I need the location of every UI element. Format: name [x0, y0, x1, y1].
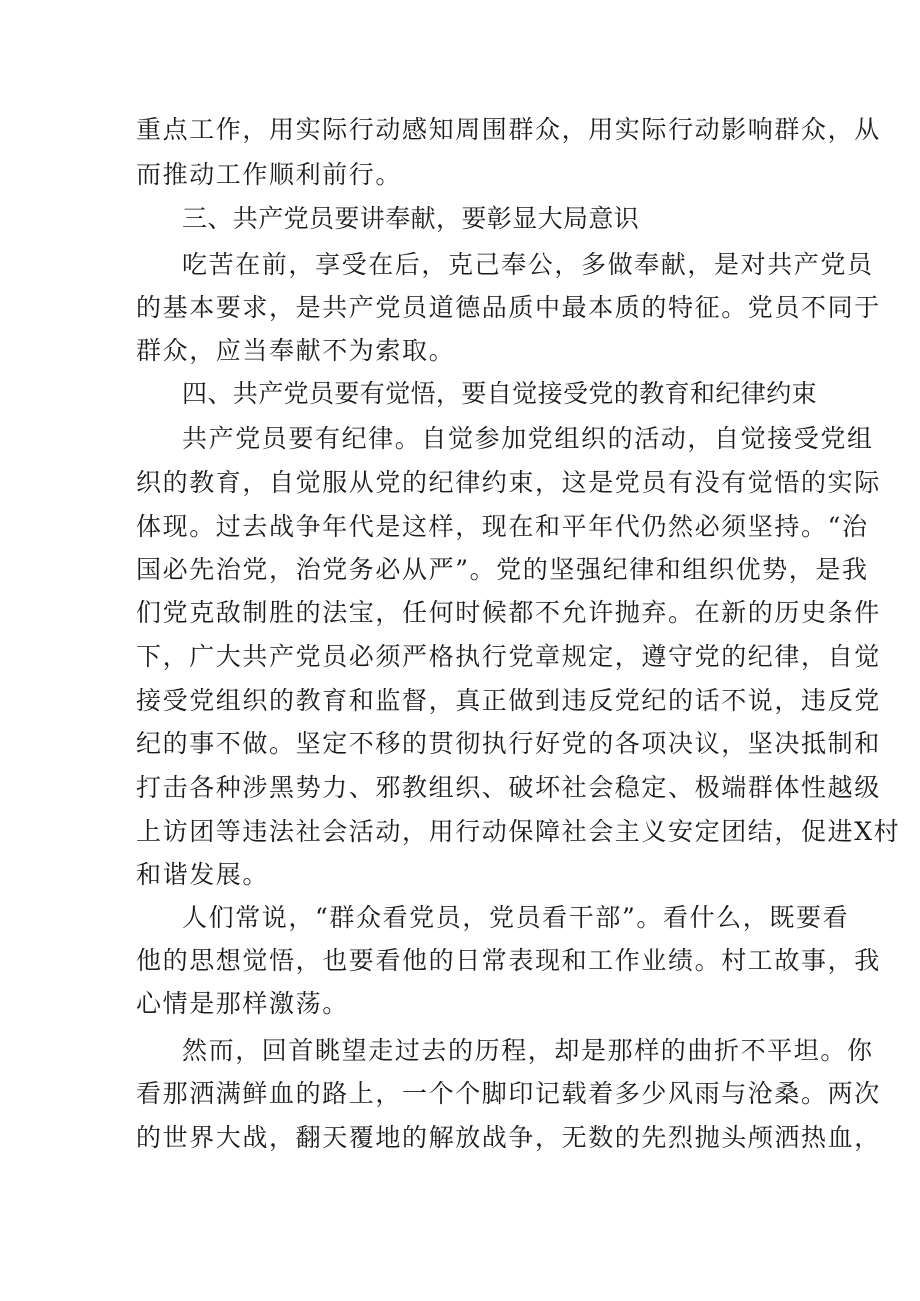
paragraph-line: 然而，回首眺望走过去的历程，却是那样的曲折不平坦。你: [182, 1036, 874, 1065]
paragraph-line: 心情是那样激荡。: [136, 989, 349, 1018]
paragraph-line: 他的思想觉悟，也要看他的日常表现和工作业绩。村工故事，我: [136, 946, 881, 975]
paragraph-line: 们党克敌制胜的法宝，任何时候都不允许抛弃。在新的历史条件: [136, 598, 881, 627]
paragraph-line: 重点工作，用实际行动感知周围群众，用实际行动影响群众，从: [136, 115, 881, 144]
paragraph-line: 织的教育，自觉服从党的纪律约束，这是党员有没有觉悟的实际: [136, 468, 881, 497]
paragraph-line: 打击各种涉黑势力、邪教组织、破坏社会稳定、极端群体性越级: [136, 773, 881, 802]
paragraph-line: 上访团等违法社会活动，用行动保障社会主义安定团结，促进X村: [136, 817, 901, 846]
paragraph-line: 人们常说，“群众看党员，党员看干部”。看什么，既要看: [182, 903, 850, 932]
paragraph-line: 纪的事不做。坚定不移的贯彻执行好党的各项决议，坚决抵制和: [136, 729, 881, 758]
paragraph-line: 的世界大战，翻天覆地的解放战争，无数的先烈抛头颅洒热血，: [136, 1123, 881, 1152]
paragraph-line: 共产党员要有纪律。自觉参加党组织的活动，自觉接受党组: [182, 424, 874, 453]
paragraph-line: 体现。过去战争年代是这样，现在和平年代仍然必须坚持。“治: [136, 512, 869, 541]
paragraph-line: 的基本要求，是共产党员道德品质中最本质的特征。党员不同于: [136, 293, 881, 322]
paragraph-line: 国必先治党，治党务必从严”。党的坚强纪律和组织优势，是我: [136, 555, 869, 584]
paragraph-line: 群众，应当奉献不为索取。: [136, 336, 456, 365]
paragraph-line: 接受党组织的教育和监督，真正做到违反党纪的话不说，违反党: [136, 686, 881, 715]
paragraph-line: 下，广大共产党员必须严格执行党章规定，遵守党的纪律，自觉: [136, 642, 881, 671]
paragraph-line: 而推动工作顺利前行。: [136, 160, 403, 189]
paragraph-line: 和谐发展。: [136, 860, 270, 889]
paragraph-line: 看那洒满鲜血的路上，一个个脚印记载着多少风雨与沧桑。两次: [136, 1079, 881, 1108]
section-heading-3: 三、共产党员要讲奉献，要彰显大局意识: [182, 204, 640, 233]
paragraph-line: 吃苦在前，享受在后，克己奉公，多做奉献，是对共产党员: [182, 250, 874, 279]
section-heading-4: 四、共产党员要有觉悟，要自觉接受党的教育和纪律约束: [182, 379, 818, 408]
